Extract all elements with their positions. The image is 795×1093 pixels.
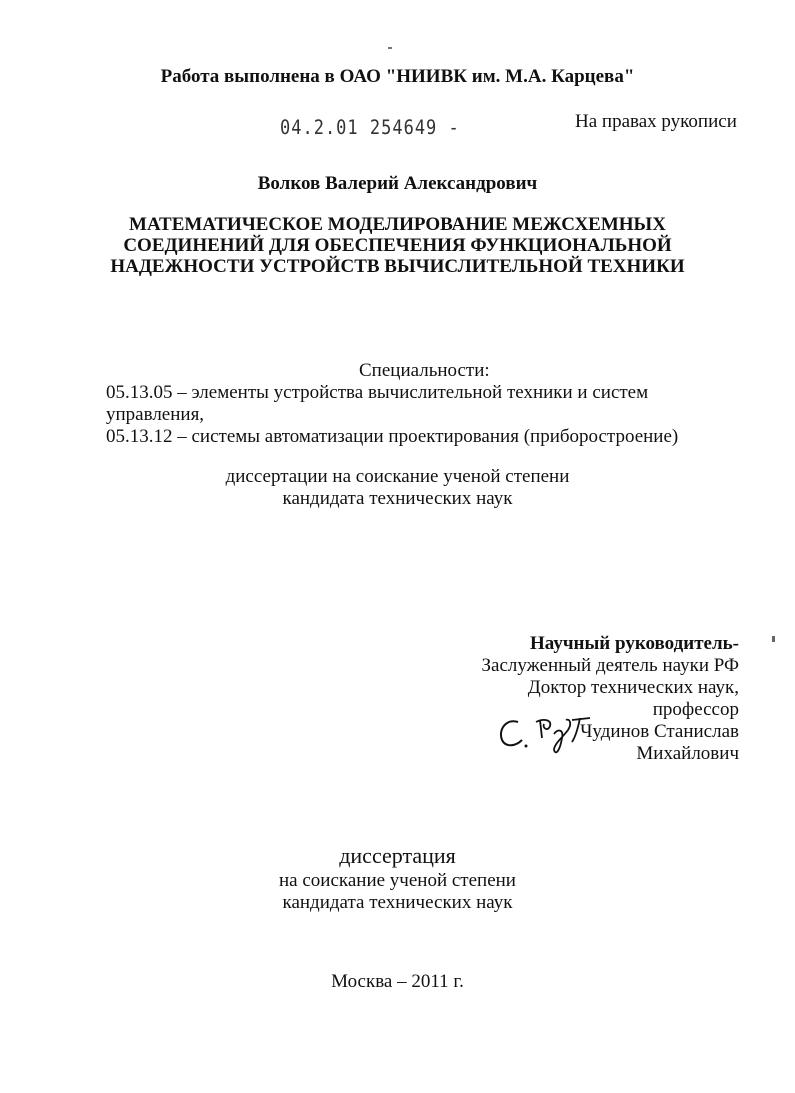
degree-line-2: кандидата технических наук — [282, 488, 513, 509]
thesis-title-line: НАДЕЖНОСТИ УСТРОЙСТВ ВЫЧИСЛИТЕЛЬНОЙ ТЕХНИКИ — [110, 256, 685, 277]
thesis-title-line: СОЕДИНЕНИЙ ДЛЯ ОБЕСПЕЧЕНИЯ ФУНКЦИОНАЛЬНОЙ — [123, 235, 672, 256]
supervisor-name: Чудинов Станислав — [580, 721, 739, 742]
supervisor-patronymic: Михайлович — [636, 743, 739, 764]
author-name: Волков Валерий Александрович — [257, 173, 538, 194]
organization-line: Работа выполнена в ОАО "НИИВК им. М.А. Карцева" — [160, 66, 635, 87]
supervisor-honorary-title: Заслуженный деятель науки РФ — [481, 655, 739, 676]
scan-speck — [772, 636, 775, 642]
thesis-title-line: МАТЕМАТИЧЕСКОЕ МОДЕЛИРОВАНИЕ МЕЖСХЕМНЫХ — [129, 214, 666, 235]
dissertation-line-1: на соискание ученой степени — [279, 870, 516, 891]
dissertation-label: диссертация — [339, 843, 456, 868]
specialty-item-1-continued: управления, — [106, 404, 205, 425]
specialty-item-1: 05.13.05 – элементы устройства вычислительной техники и систем — [106, 382, 649, 403]
manuscript-rights-note: На правах рукописи — [575, 111, 737, 132]
specialty-item-2: 05.13.12 – системы автоматизации проектирования (приборостроение) — [106, 426, 679, 447]
specialties-heading: Специальности: — [359, 360, 490, 381]
dissertation-line-2: кандидата технических наук — [282, 892, 513, 913]
scan-speck — [388, 47, 392, 49]
thesis-title — [0, 214, 795, 277]
supervisor-rank: профессор — [652, 699, 739, 720]
supervisor-heading: Научный руководитель- — [530, 633, 739, 654]
archive-stamp-number: 04.2.01 254649 - — [280, 116, 460, 140]
supervisor-degree: Доктор технических наук, — [527, 677, 739, 698]
city-year: Москва – 2011 г. — [331, 971, 464, 992]
degree-line-1: диссертации на соискание ученой степени — [225, 466, 570, 487]
handwritten-signature — [492, 708, 622, 760]
